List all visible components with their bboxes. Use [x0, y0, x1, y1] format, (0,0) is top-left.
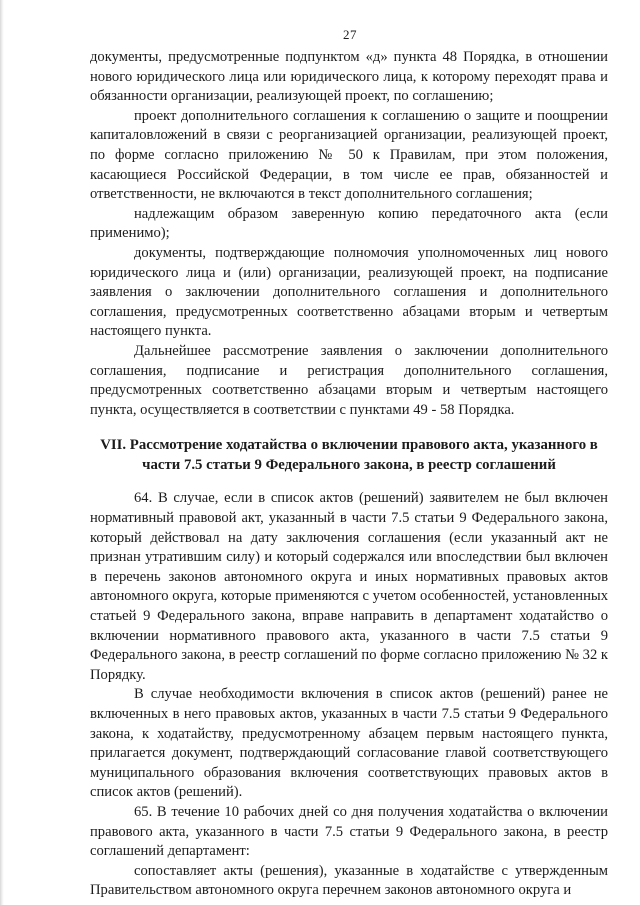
- paragraph: проект дополнительного соглашения к соглашению о защите и поощрении капиталовложений в связи с реорганизацией организации, реализующей проект, по форме согласно приложению № 50 к Правилам, при этом положения, касающиеся Российской Федерации, в том числе ее прав, обязанностей и ответственности, не включаются в текст дополнительного соглашения;: [90, 107, 608, 203]
- scan-edge: [0, 0, 4, 905]
- paragraph: документы, подтверждающие полномочия уполномоченных лиц нового юридического лица и (или) организации, реализующей проект, на подписание заявления о заключении дополнительного соглашения и дополнительного соглашения, предусмотренных соответственно абзацами вторым и четвертым настоящего пункта.: [90, 244, 608, 340]
- paragraph: 65. В течение 10 рабочих дней со дня получения ходатайства о включении правового акта, указанного в части 7.5 статьи 9 Федерального закона, в реестр соглашений департамент:: [90, 803, 608, 860]
- paragraph: Дальнейшее рассмотрение заявления о заключении дополнительного соглашения, подписание и регистрация дополнительного соглашения, предусмотренных соответственно абзацами вторым и четвертым настоящего пункта, осуществляется в соответствии с пунктами 49 - 58 Порядка.: [90, 342, 608, 418]
- paragraph: сопоставляет акты (решения), указанные в ходатайстве с утвержденным Правительством автономного округа перечнем законов автономного округа и: [90, 862, 608, 899]
- document-body: [90, 48, 608, 901]
- section-heading: VII. Рассмотрение ходатайства о включении правового акта, указанного в части 7.5 статьи 9 Федерального закона, в реестр соглашений: [100, 437, 598, 473]
- paragraph: 64. В случае, если в список актов (решений) заявителем не был включен нормативный правовой акт, указанный в части 7.5 статьи 9 Федерального закона, который действовал на дату заключения соглашения (если указанный акт не признан утратившим силу) и который содержался или впоследствии был включен в перечень законов автономного округа и иных нормативных правовых актов автономного округа, которые применяются с учетом особенностей, установленных статьей 9 Федерального закона, вправе направить в департамент ходатайство о включении нормативного правового акта, указанного в части 7.5 статьи 9 Федерального закона, в реестр соглашений по форме согласно приложению № 32 к Порядку.: [90, 490, 608, 683]
- page-number: 27: [343, 27, 357, 42]
- paragraph: надлежащим образом заверенную копию передаточного акта (если применимо);: [90, 205, 608, 242]
- paragraph: В случае необходимости включения в список актов (решений) ранее не включенных в него правовых актов, указанных в части 7.5 статьи 9 Федерального закона, к ходатайству, предусмотренному абзацем первым настоящего пункта, прилагается документ, подтверждающий согласование главой соответствующего муниципального образования включения соответствующих правовых актов в список актов (решений).: [90, 686, 608, 801]
- paragraph: документы, предусмотренные подпунктом «д» пункта 48 Порядка, в отношении нового юридического лица или юридического лица, к которому переходят права и обязанности организации, реализующей проект, по соглашению;: [90, 49, 608, 105]
